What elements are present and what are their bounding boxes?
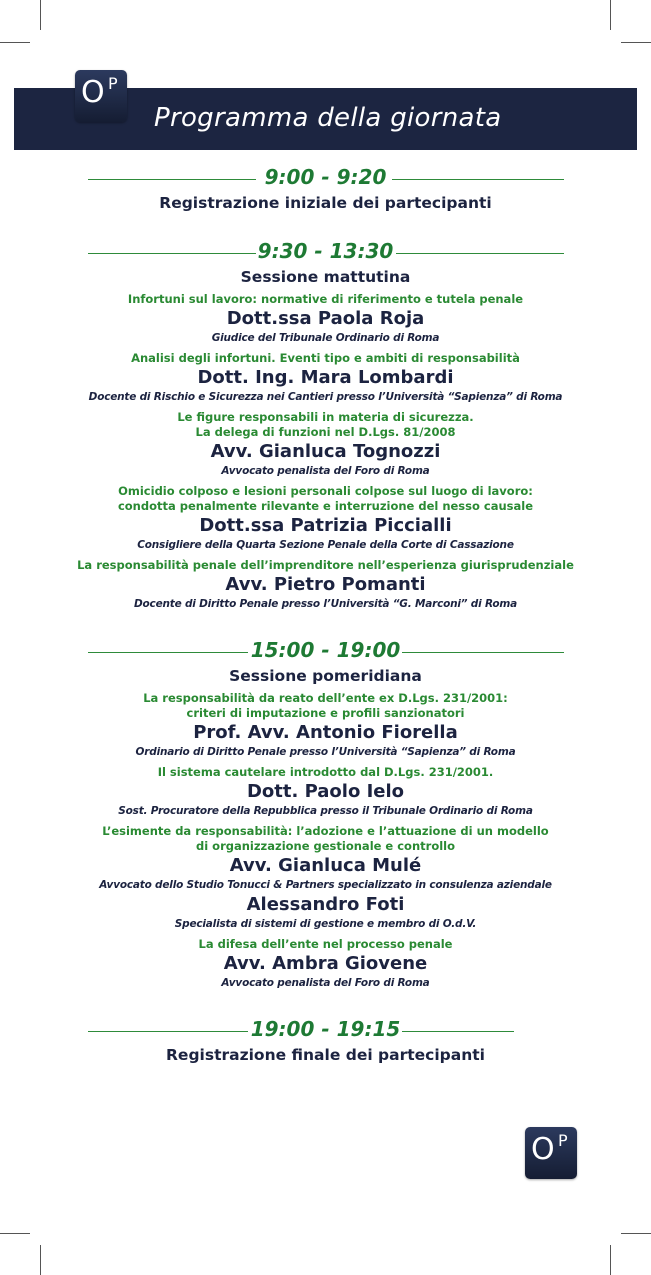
speaker-role: Docente di Rischio e Sicurezza nei Cantieri presso l’Università “Sapienza” di Roma: [88, 391, 563, 403]
logo-letter: O: [531, 1132, 555, 1167]
speaker-name: Dott.ssa Patrizia Piccialli: [199, 515, 452, 536]
talk-item: [0, 410, 651, 479]
session-title: Registrazione finale dei partecipanti: [166, 1046, 485, 1064]
speaker-name: Avv. Gianluca Tognozzi: [210, 441, 441, 462]
time-slot-0: [0, 165, 651, 193]
crop-mark: [621, 1233, 651, 1234]
session-title: Registrazione iniziale dei partecipanti: [159, 194, 492, 212]
talk-topic: Infortuni sul lavoro: normative di riferimento e tutela penale: [127, 292, 524, 306]
crop-mark: [40, 1245, 41, 1275]
speaker-name: Dott. Paolo Ielo: [246, 781, 405, 802]
page-title: Programma della giornata: [154, 103, 502, 133]
logo-letter: O: [81, 75, 105, 110]
time-label: 9:30 - 13:30: [257, 239, 394, 263]
talk-topic: Il sistema cautelare introdotto dal D.Lgs. 231/2001.: [157, 765, 494, 779]
speaker-role: Sost. Procuratore della Repubblica presso il Tribunale Ordinario di Roma: [118, 805, 533, 817]
talk-topic: di organizzazione gestionale e controllo: [195, 839, 455, 853]
time-slot-3: [0, 1017, 651, 1045]
speaker-name: Avv. Gianluca Mulé: [229, 855, 422, 876]
crop-mark: [621, 42, 651, 43]
speaker-role: Avvocato dello Studio Tonucci & Partners specializzato in consulenza aziendale: [99, 879, 552, 891]
talk-item: [0, 824, 651, 893]
talk-topic: Analisi degli infortuni. Eventi tipo e ambiti di responsabilità: [131, 351, 520, 365]
talk-item: [0, 893, 651, 932]
talk-topic: Le figure responsabili in materia di sicurezza.: [177, 410, 474, 424]
speaker-role: Avvocato penalista del Foro di Roma: [221, 465, 430, 477]
divider-line: [402, 1031, 514, 1032]
crop-mark: [610, 0, 611, 30]
divider-line: [392, 179, 564, 180]
session-title: Sessione pomeridiana: [229, 667, 422, 685]
talk-item: [0, 691, 651, 760]
speaker-name: Avv. Ambra Giovene: [223, 953, 428, 974]
talk-item: [0, 351, 651, 405]
logo-superscript: P: [558, 1131, 568, 1150]
session-title: Sessione mattutina: [240, 268, 411, 286]
speaker-role: Docente di Diritto Penale presso l’Università “G. Marconi” di Roma: [134, 598, 517, 610]
speaker-name: Prof. Avv. Antonio Fiorella: [193, 722, 458, 743]
talk-topic: La responsabilità penale dell’imprenditore nell’esperienza giurisprudenziale: [77, 558, 574, 572]
speaker-name: Avv. Pietro Pomanti: [225, 574, 426, 595]
talk-topic: L’esimente da responsabilità: l’adozione e l’attuazione di un modello: [102, 824, 549, 838]
talk-item: [0, 558, 651, 612]
talk-topic: La difesa dell’ente nel processo penale: [198, 937, 453, 951]
speaker-name: Dott.ssa Paola Roja: [226, 308, 425, 329]
op-logo: [525, 1127, 577, 1179]
crop-mark: [0, 42, 30, 43]
talk-item: [0, 765, 651, 819]
speaker-role: Specialista di sistemi di gestione e membro di O.d.V.: [174, 918, 477, 930]
time-slot-2: [0, 638, 651, 666]
crop-mark: [610, 1245, 611, 1275]
talk-topic: La responsabilità da reato dell’ente ex D.Lgs. 231/2001:: [143, 691, 508, 705]
program-content: [0, 165, 651, 1065]
speaker-name: Alessandro Foti: [246, 894, 405, 915]
talk-item: [0, 937, 651, 991]
talk-topic: Omicidio colposo e lesioni personali colpose sul luogo di lavoro:: [118, 484, 533, 498]
speaker-role: Avvocato penalista del Foro di Roma: [221, 977, 430, 989]
speaker-role: Giudice del Tribunale Ordinario di Roma: [211, 332, 440, 344]
crop-mark: [0, 1233, 30, 1234]
talk-item: [0, 292, 651, 346]
talk-item: [0, 484, 651, 553]
logo-superscript: P: [108, 74, 118, 93]
time-label: 19:00 - 19:15: [250, 1017, 401, 1041]
speaker-role: Ordinario di Diritto Penale presso l’Università “Sapienza” di Roma: [135, 746, 516, 758]
op-logo: [75, 70, 127, 122]
speaker-role: Consigliere della Quarta Sezione Penale della Corte di Cassazione: [137, 539, 514, 551]
time-slot-1: [0, 239, 651, 267]
crop-mark: [40, 0, 41, 30]
talk-topic: condotta penalmente rilevante e interruzione del nesso causale: [117, 499, 534, 513]
time-label: 15:00 - 19:00: [250, 638, 401, 662]
divider-line: [396, 253, 564, 254]
divider-line: [402, 652, 564, 653]
talk-topic: La delega di funzioni nel D.Lgs. 81/2008: [195, 425, 456, 439]
talk-topic: criteri di imputazione e profili sanzionatori: [186, 706, 465, 720]
speaker-name: Dott. Ing. Mara Lombardi: [197, 367, 454, 388]
time-label: 9:00 - 9:20: [264, 165, 387, 189]
